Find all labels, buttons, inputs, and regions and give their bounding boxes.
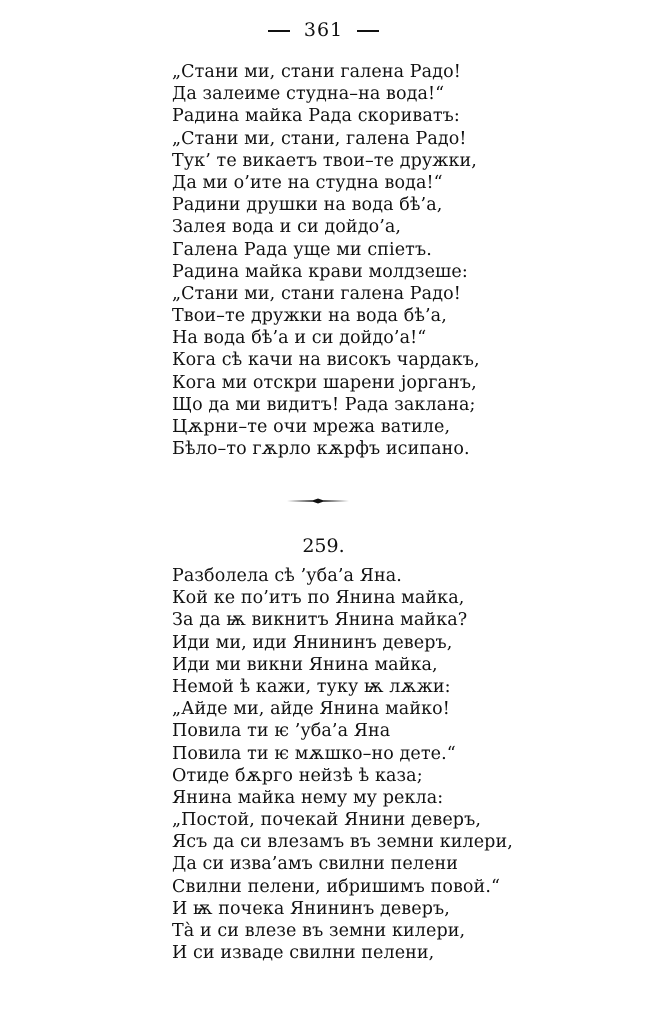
page-number: 361 (303, 19, 344, 41)
verse-line: Радина майка крави молдзеше: (172, 261, 468, 282)
verse-line: Радини друшки на вода бѣ’а, (172, 195, 443, 216)
verse-line: Кога сѣ качи на високъ чардакъ, (172, 350, 480, 371)
verse-line: Повила ти ѥ мѫшко–но дете.“ (172, 743, 456, 764)
verse-line: Радина майка Рада скориватъ: (172, 106, 460, 127)
verse-line: Янина майка нему му рекла: (172, 787, 444, 808)
verse-line: „Айде ми, айде Янина майко! (172, 699, 450, 720)
verse-line: Твои–те дружки на вода бѣ’а, (172, 306, 447, 327)
verse-line: Свилни пелени, ибришимъ повой.“ (172, 876, 501, 897)
verse-line: Да ми о’ите на студна вода!“ (172, 172, 443, 193)
verse-line: Бѣло–то гѫрло кѫрфъ исипано. (172, 439, 470, 460)
verse-line: Кой ке по’итъ по Янина майка, (172, 588, 465, 609)
verse-line: Кога ми отскри шарени јорганъ, (172, 372, 477, 393)
verse-line: Да залеиме студна–на вода!“ (172, 84, 445, 105)
verse-line: Галена Рада уще ми спіетъ. (172, 239, 432, 260)
verse-line: Иди ми, иди Янининъ деверъ, (172, 632, 453, 653)
verse-line: Да си изва’амъ свилни пелени (172, 854, 458, 875)
verse-line: Разболела сѣ ’уба’а Яна. (172, 566, 402, 586)
verse-line: За да ѭ викнитъ Янина майка? (172, 610, 468, 631)
poem-258-ending (172, 61, 632, 460)
verse-line: Тук’ те викаетъ твои–те дружки, (172, 150, 477, 171)
section-divider (287, 498, 349, 504)
verse-line: „Постой, почекай Янини деверъ, (172, 810, 481, 831)
verse-line: И ѭ почека Янининъ деверъ, (172, 898, 450, 919)
poem-259 (172, 565, 632, 964)
verse-line: Цѫрни–те очи мрежа ватиле, (172, 417, 451, 437)
verse-line: Щo да ми видитъ! Рада заклана; (172, 394, 476, 415)
verse-line: Повила ти ѥ ’уба’а Яна (172, 721, 391, 742)
verse-line: Отиде бѫрго нейзѣ ѣ каза; (172, 765, 423, 786)
header-dash-right (357, 30, 379, 32)
verse-line: „Стани ми, стани, галена Радо! (172, 128, 467, 149)
verse-line: Иди ми викни Янина майка, (172, 654, 438, 675)
page-header (0, 19, 647, 41)
verse-line: Ясъ да си влезамъ въ земни килери, (172, 832, 513, 853)
verse-line: На вода бѣ’а и си дойдо’а!“ (172, 328, 427, 349)
verse-line: Немой ѣ кажи, туку ѭ лѫжи: (172, 676, 451, 697)
poem-number: 259. (302, 535, 345, 557)
verse-line: Тà и си влезе въ земни килери, (172, 921, 466, 941)
verse-line: И си изваде свилни пелени, (172, 943, 435, 964)
verse-line: „Стани ми, стани галена Радо! (172, 62, 461, 82)
header-dash-left (268, 30, 290, 32)
verse-line: Залея вода и си дойдо’а, (172, 217, 402, 238)
verse-line: „Стани ми, стани галена Радо! (172, 283, 461, 304)
